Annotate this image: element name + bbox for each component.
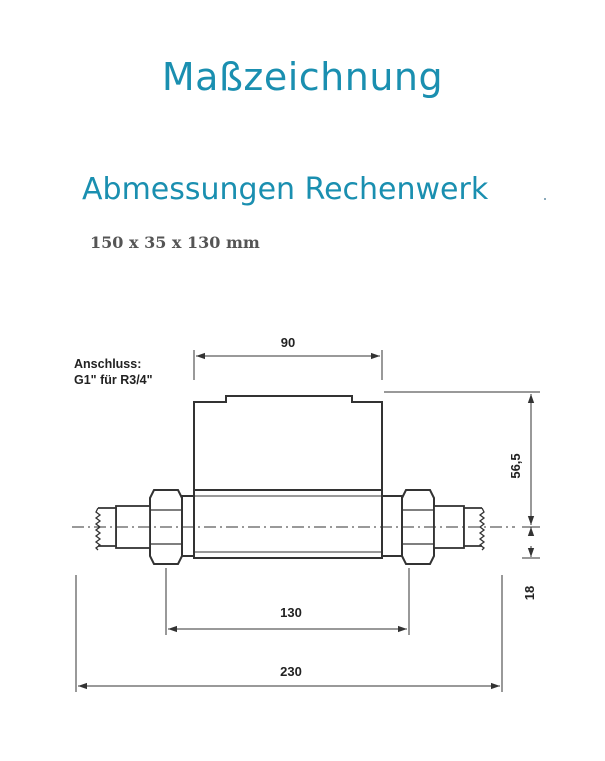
dimension-18-label: 18 (522, 585, 537, 601)
connection-label-line2: G1" für R3/4" (74, 373, 153, 387)
dimension-56-5-label: 56,5 (508, 453, 523, 479)
dimension-130 (166, 568, 409, 635)
left-tailpiece (96, 506, 150, 550)
dimension-18 (522, 527, 540, 558)
calculator-housing (194, 396, 382, 490)
dimensions-text: 150 x 35 x 130 mm (90, 233, 260, 252)
meter-body (194, 396, 382, 558)
connection-label-line1: Anschluss: (74, 357, 142, 371)
flow-body (194, 490, 382, 558)
dimension-130-label: 130 (280, 605, 302, 620)
right-tailpiece (434, 506, 484, 550)
dimension-90-label: 90 (280, 335, 296, 350)
page-subtitle: Abmessungen Rechenwerk (82, 172, 489, 207)
dimension-230-label: 230 (280, 664, 302, 679)
page-title: Maßzeichnung (161, 55, 444, 99)
dimension-90 (194, 350, 382, 380)
